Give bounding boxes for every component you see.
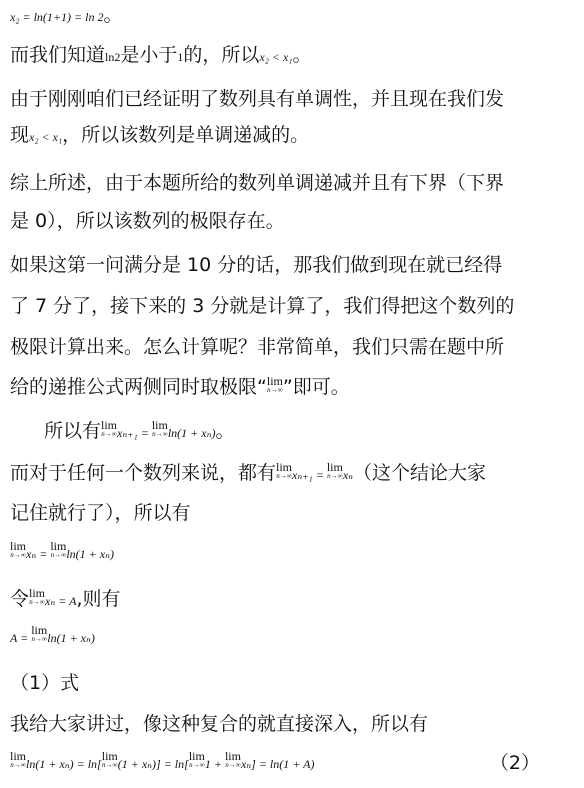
paragraph-line: 由于刚刚咱们已经证明了数列具有单调性，并且现在我们发 [10,88,505,110]
paragraph-line [44,418,234,446]
text-segment: 而对于任何一个数列来说，都有 [10,462,277,484]
limit-symbol: lim n→∞ [276,460,293,480]
math-expr: xₙ] = ln(1 + A) [240,757,315,771]
paragraph-line [10,42,312,70]
math-one: 1 [177,50,184,64]
text-segment: 所以有 [44,420,102,442]
text-segment: ，所以该数列是单调递减的。 [62,124,310,146]
text-segment: 的，所以 [183,44,260,66]
text-segment: 给的递推公式两侧同时取极限“ [10,376,267,398]
paragraph-line [10,374,350,400]
paragraph-line: 极限计算出来。怎么计算呢？非常简单，我们只需在题中所 [10,336,505,358]
paragraph-line [10,586,120,614]
math-expr: xₙ [342,468,354,482]
math-ln2: ln2 [105,50,121,64]
math-expr: A = [10,631,32,645]
math-expr: ln(1 + xₙ) [66,547,114,561]
text-segment: ”即可。 [282,376,350,398]
limit-symbol: lim n→∞ [224,749,241,769]
paragraph-line: 了 7 分了，接下来的 3 分就是计算了，我们得把这个数列的 [10,295,515,317]
paragraph-line: 综上所述，由于本题所给的数列单调递减并且有下界（下界 [10,172,505,194]
equation-label: （1）式 [10,672,80,694]
text-segment: （这个结论大家 [353,462,487,484]
limit-symbol: lim n→∞ [50,539,67,559]
equation-line [10,749,574,774]
paragraph-line: 记住就行了），所以有 [10,502,191,524]
paragraph-line [10,122,309,150]
math-inequality: x₂ < x₁ [29,130,63,144]
paragraph-line: 是 0），所以该数列的极限存在。 [10,210,285,232]
limit-symbol: lim n→∞ [10,749,27,769]
text-segment: 。 [215,420,235,442]
text-segment: 。 [292,44,312,66]
text-segment: 令 [10,588,30,610]
limit-symbol: lim n→∞ [188,749,205,769]
text-segment: 是小于 [120,44,178,66]
math-expr: (1 + xₙ)] = ln[ [117,757,189,771]
text-segment: 而我们知道 [10,44,106,66]
math-expr: xₙ₊₁ = [117,426,152,440]
limit-symbol: lim n→∞ [151,418,168,438]
equation-x2 [10,2,122,30]
limit-symbol: lim n→∞ [101,749,118,769]
paragraph-line: 我给大家讲过，像这种复合的就直接深入，所以有 [10,713,429,735]
limit-symbol: lim n→∞ [29,586,46,606]
limit-symbol: lim n→∞ [101,418,118,438]
math-expr: xₙ = A [45,594,77,608]
text-segment: ,则有 [76,588,121,610]
period: 。 [103,4,123,26]
limit-symbol: lim n→∞ [326,460,343,480]
equation-line [10,623,95,646]
limit-symbol: lim n→∞ [266,374,283,394]
paragraph-line [10,460,486,488]
math-expr: 1 + [204,757,225,771]
equation-line [10,539,114,562]
math-expr: ln(1 + xₙ) [167,426,216,440]
math-x2-ln2: x₂ = ln(1+1) = ln 2 [10,10,104,24]
paragraph-line: 如果这第一问满分是 10 分的话，那我们做到现在就已经得 [10,254,503,276]
math-expr: xₙ = [26,547,51,561]
math-inequality: x₂ < x₁ [259,50,293,64]
math-expr: ln(1 + xₙ) = ln[ [26,757,102,771]
math-expr: xₙ₊₁ = [292,468,327,482]
limit-symbol: lim n→∞ [31,623,48,643]
math-expr: ln(1 + xₙ) [47,631,95,645]
limit-symbol: lim n→∞ [10,539,27,559]
text-segment: 现 [10,124,30,146]
equation-number: （2） [489,752,540,774]
